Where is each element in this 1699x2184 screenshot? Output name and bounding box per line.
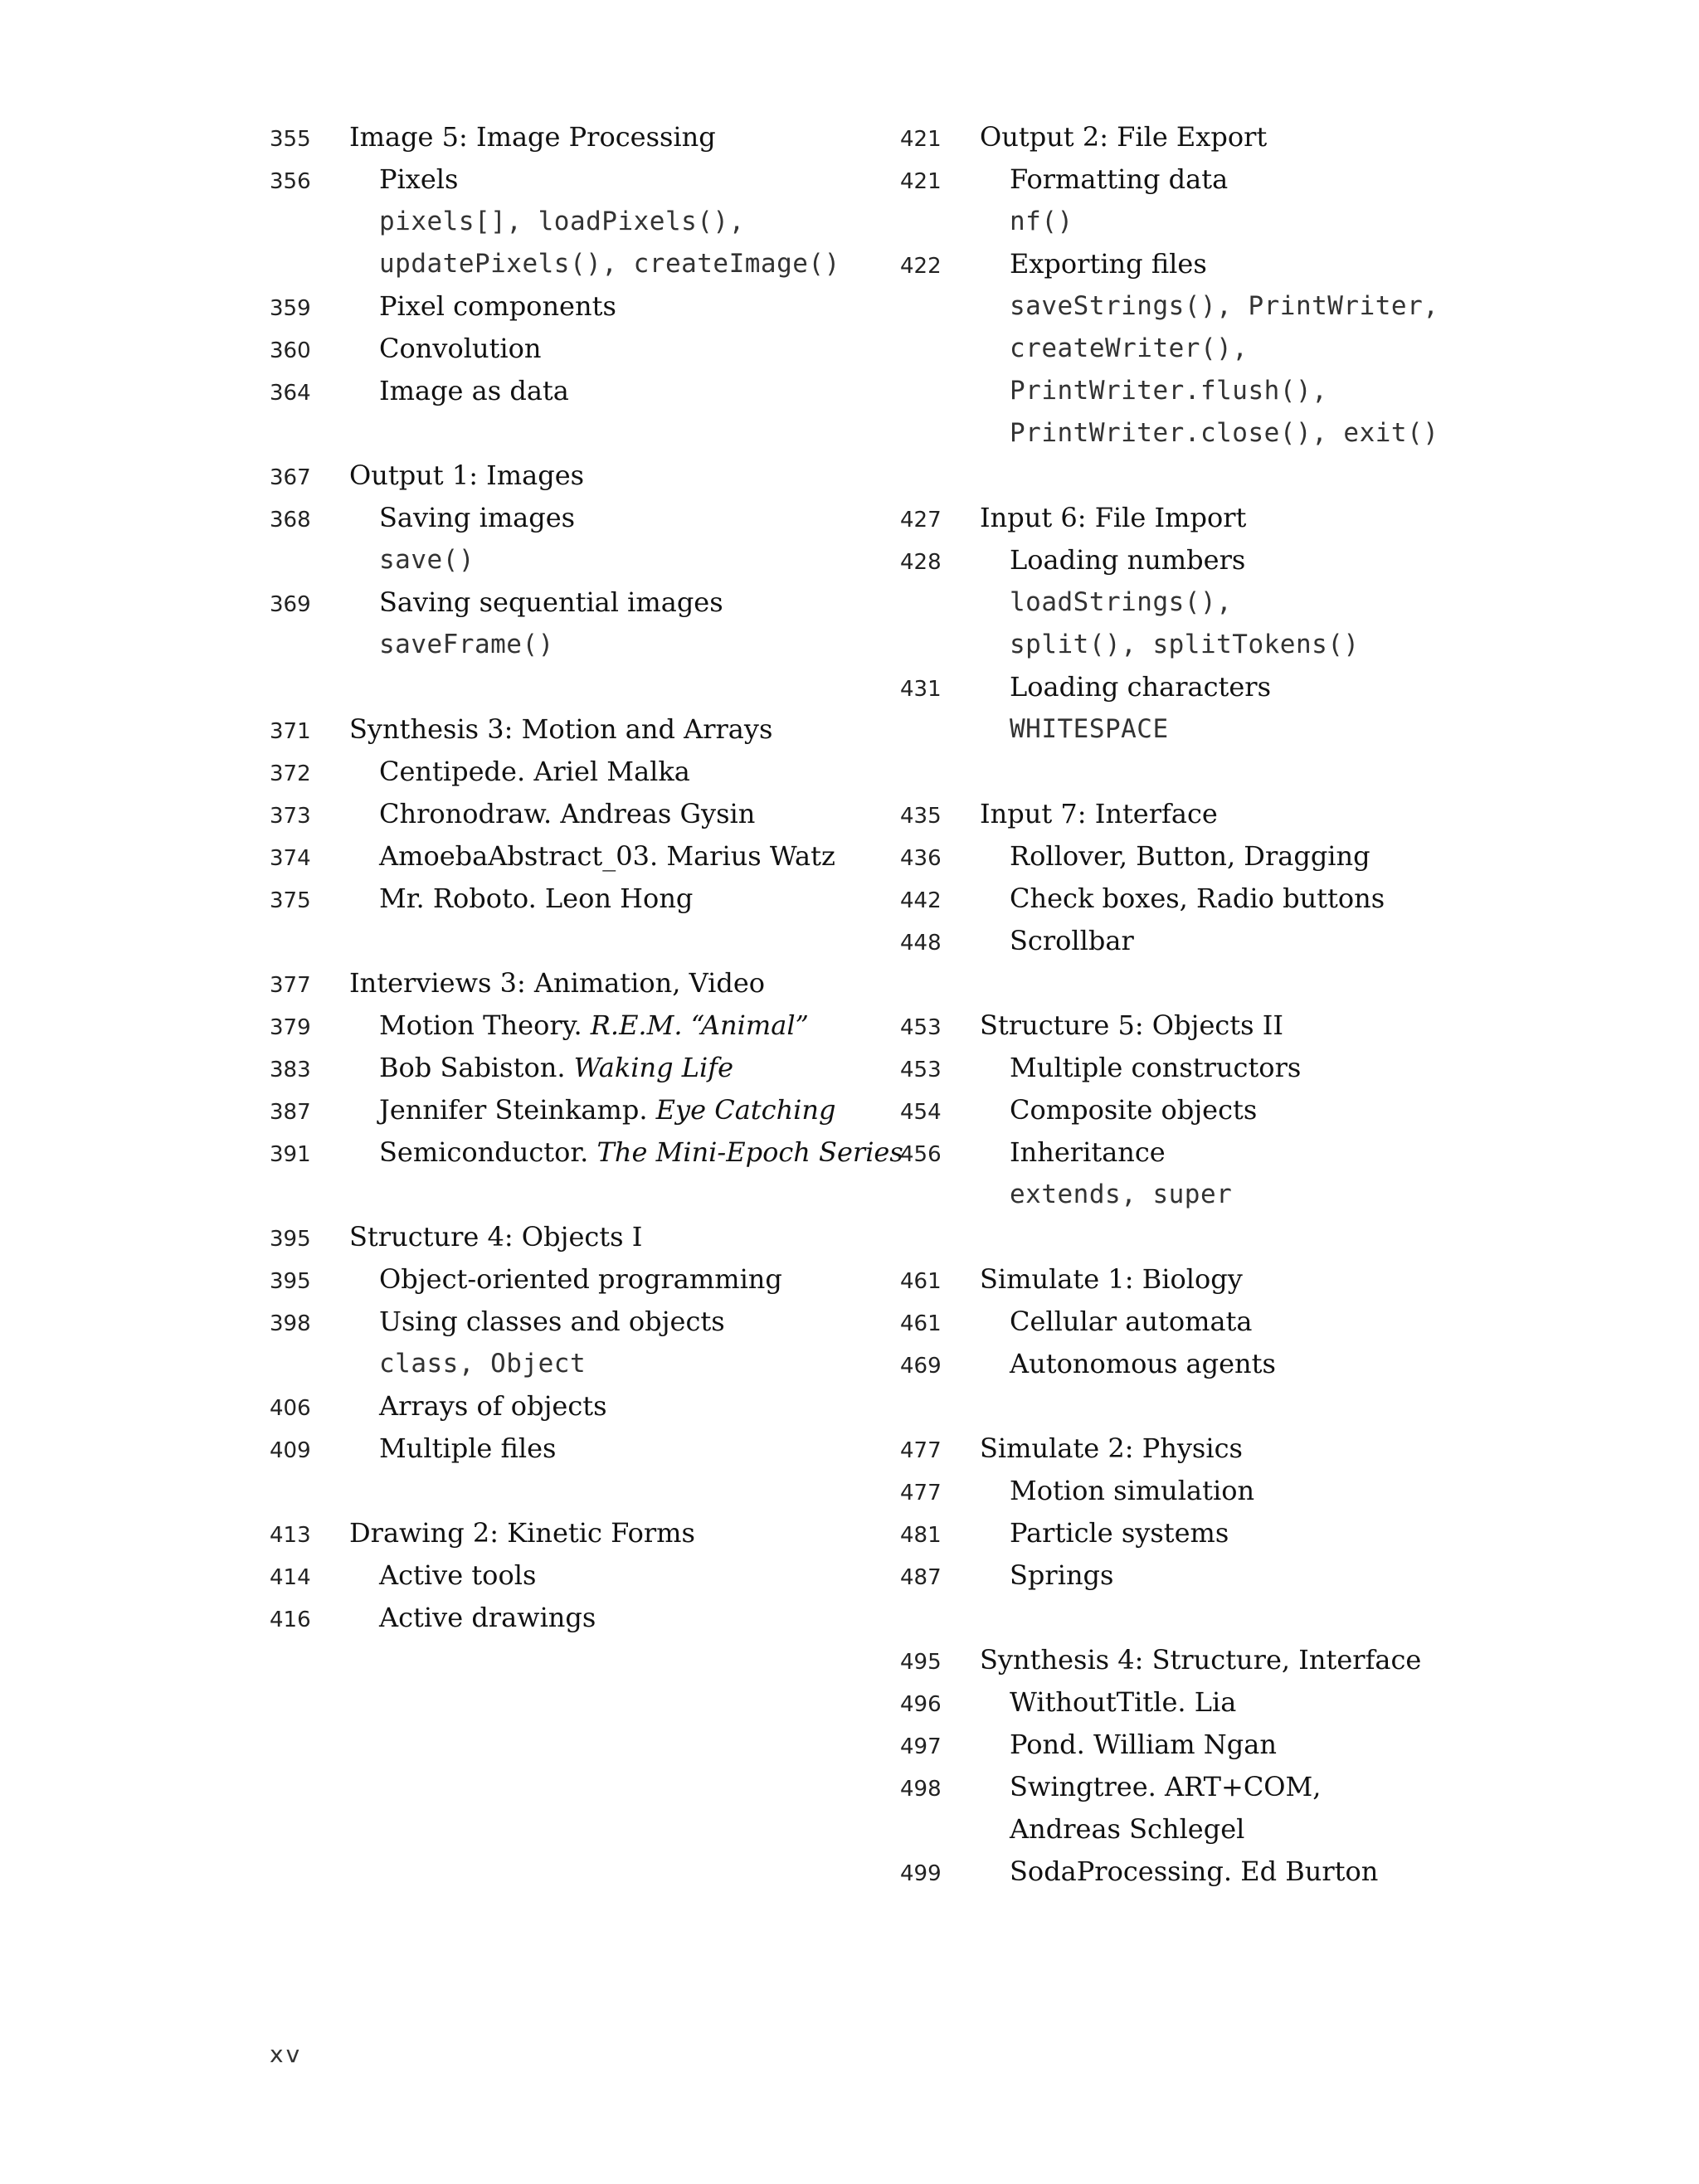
entry-text: Particle systems (1010, 1517, 1229, 1549)
entry-title (980, 1301, 1252, 1343)
page-number: 477 (900, 1438, 942, 1463)
entry-title (980, 878, 1385, 920)
entry-title (349, 1385, 607, 1428)
entry-row (270, 1004, 933, 1047)
entry-text: Saving sequential images (379, 586, 723, 618)
entry-text: Loading characters (1010, 671, 1271, 703)
entry-row (900, 1047, 1564, 1089)
entry-row (270, 1047, 933, 1089)
code-reference: PrintWriter.close(), exit() (1010, 418, 1439, 448)
page-number: 356 (270, 169, 311, 194)
entry-title (349, 835, 835, 878)
entry-title (980, 1089, 1257, 1131)
section-heading-row (900, 793, 1564, 835)
entry-title (349, 1131, 903, 1174)
section-heading: Simulate 1: Biology (980, 1263, 1243, 1295)
entry-title (980, 1470, 1254, 1512)
page-number: 377 (270, 973, 311, 998)
entry-title (980, 1724, 1277, 1766)
entry-title (980, 1681, 1236, 1724)
entry-title (980, 666, 1271, 708)
code-row (900, 624, 1564, 666)
page-number: 497 (900, 1734, 942, 1759)
toc-section (270, 962, 933, 1174)
toc-column-left (270, 116, 933, 1681)
entry-text: Cellular automata (1010, 1306, 1253, 1337)
entry-row (900, 1089, 1564, 1131)
code-reference: class, Object (379, 1349, 587, 1379)
entry-row (900, 243, 1564, 285)
section-heading-row (900, 1428, 1564, 1470)
section-heading: Input 6: File Import (980, 502, 1247, 533)
entry-row (270, 497, 933, 539)
code-row (900, 370, 1564, 412)
toc-section (900, 1258, 1564, 1385)
entry-work-title: R.E.M. “Animal” (590, 1009, 809, 1041)
entry-row (270, 285, 933, 328)
entry-text: Pond. William Ngan (1010, 1729, 1277, 1760)
entry-text: Motion Theory. (379, 1009, 591, 1041)
section-heading-row (900, 1639, 1564, 1681)
page-number: 383 (270, 1058, 311, 1082)
entry-title (980, 920, 1134, 962)
entry-work-title: Waking Life (573, 1052, 733, 1083)
page-number: 395 (270, 1269, 311, 1294)
page-number: 431 (900, 677, 942, 702)
code-reference: pixels[], loadPixels(), (379, 207, 745, 236)
entry-text: AmoebaAbstract_03. Marius Watz (379, 840, 835, 872)
entry-text: Multiple files (379, 1432, 557, 1464)
page-number: 367 (270, 465, 311, 490)
entry-title (980, 1343, 1276, 1385)
page-number: 369 (270, 592, 311, 617)
toc-section (270, 1216, 933, 1470)
entry-text: Mr. Roboto. Leon Hong (379, 883, 694, 914)
entry-row (270, 1385, 933, 1428)
entry-title (349, 878, 693, 920)
entry-row (270, 158, 933, 201)
entry-row (270, 1554, 933, 1597)
entry-title (349, 285, 616, 328)
entry-title (349, 1301, 725, 1343)
entry-text: Inheritance (1010, 1136, 1166, 1168)
entry-row (270, 1131, 933, 1174)
section-heading-row (270, 116, 933, 158)
section-heading: Interviews 3: Animation, Video (349, 967, 766, 999)
entry-text: Check boxes, Radio buttons (1010, 883, 1385, 914)
code-row (900, 708, 1564, 751)
entry-title (349, 1258, 782, 1301)
entry-row (900, 1512, 1564, 1554)
entry-title (980, 1047, 1301, 1089)
entry-row (900, 666, 1564, 708)
entry-text: Image as data (379, 375, 569, 406)
page-number: 454 (900, 1100, 942, 1125)
entry-text: Bob Sabiston. (379, 1052, 574, 1083)
toc-section (900, 116, 1564, 455)
entry-row (900, 1681, 1564, 1724)
entry-text: Centipede. Ariel Malka (379, 756, 690, 787)
entry-row (900, 1470, 1564, 1512)
entry-row (900, 539, 1564, 581)
code-reference: saveFrame() (379, 630, 554, 659)
section-heading-row (900, 1004, 1564, 1047)
code-reference: loadStrings(), (1010, 587, 1233, 617)
entry-title (349, 1554, 536, 1597)
entry-text: Formatting data (1010, 163, 1229, 195)
entry-text: SodaProcessing. Ed Burton (1010, 1856, 1379, 1887)
section-heading: Output 2: File Export (980, 121, 1268, 153)
entry-text: Springs (1010, 1559, 1114, 1591)
page-number: 498 (900, 1777, 942, 1802)
entry-row (900, 1554, 1564, 1597)
page-number: 461 (900, 1269, 942, 1294)
entry-text: Autonomous agents (1010, 1348, 1276, 1379)
page-number: 499 (900, 1861, 942, 1886)
entry-title (349, 1597, 596, 1639)
entry-title (349, 328, 542, 370)
section-heading: Input 7: Interface (980, 798, 1218, 829)
entry-row (900, 1343, 1564, 1385)
page-number: 416 (270, 1608, 311, 1632)
entry-text: Chronodraw. Andreas Gysin (379, 798, 756, 829)
section-heading: Drawing 2: Kinetic Forms (349, 1517, 695, 1549)
section-heading: Structure 5: Objects II (980, 1009, 1284, 1041)
toc-section (900, 793, 1564, 962)
entry-work-title: The Mini-Epoch Series (596, 1136, 903, 1168)
toc-column-right (900, 116, 1564, 1935)
page-number: 427 (900, 508, 942, 533)
entry-row (900, 1724, 1564, 1766)
entry-title (349, 497, 575, 539)
page-number: 371 (270, 719, 311, 744)
entry-text: Scrollbar (1010, 925, 1134, 956)
entry-title (980, 1131, 1166, 1174)
entry-title (349, 1428, 556, 1470)
toc-section (900, 1428, 1564, 1597)
entry-text: Multiple constructors (1010, 1052, 1302, 1083)
entry-row (270, 793, 933, 835)
entry-row (900, 835, 1564, 878)
entry-title (980, 243, 1207, 285)
section-heading: Simulate 2: Physics (980, 1432, 1243, 1464)
page-number: 421 (900, 169, 942, 194)
code-row (900, 285, 1564, 328)
page-number: 398 (270, 1311, 311, 1336)
code-row (270, 539, 933, 581)
page-number: 355 (270, 127, 311, 152)
page-number: 442 (900, 888, 942, 913)
code-reference: extends, super (1010, 1180, 1233, 1209)
section-heading-row (900, 1258, 1564, 1301)
entry-text: Semiconductor. (379, 1136, 597, 1168)
section-heading-row (270, 1216, 933, 1258)
section-heading: Image 5: Image Processing (349, 121, 716, 153)
entry-row (270, 878, 933, 920)
toc-section (900, 1004, 1564, 1216)
section-heading-row (270, 962, 933, 1004)
page-number: 368 (270, 508, 311, 533)
page-number: 422 (900, 254, 942, 279)
toc-section (270, 455, 933, 666)
section-heading: Structure 4: Objects I (349, 1221, 643, 1253)
entry-text: Using classes and objects (379, 1306, 725, 1337)
page-number: 413 (270, 1523, 311, 1548)
entry-title (349, 751, 690, 793)
entry-title (980, 835, 1370, 878)
entry-row (270, 751, 933, 793)
page-number: 409 (270, 1438, 311, 1463)
entry-title (349, 581, 723, 624)
entry-text: Saving images (379, 502, 576, 533)
page-number: 414 (270, 1565, 311, 1590)
page-number: 373 (270, 804, 311, 829)
code-row (900, 412, 1564, 455)
entry-title (349, 1004, 809, 1047)
entry-row (900, 1766, 1564, 1808)
entry-text: Pixel components (379, 290, 616, 322)
page-folio: xv (270, 2041, 303, 2068)
entry-text: Rollover, Button, Dragging (1010, 840, 1370, 872)
entry-row (270, 370, 933, 412)
page-number: 461 (900, 1311, 942, 1336)
page-number: 379 (270, 1015, 311, 1040)
page-number: 456 (900, 1142, 942, 1167)
page-number: 391 (270, 1142, 311, 1167)
toc-section (270, 116, 933, 412)
entry-title (349, 1047, 733, 1089)
page-number: 435 (900, 804, 942, 829)
page-number: 481 (900, 1523, 942, 1548)
page-number: 469 (900, 1354, 942, 1379)
entry-row (270, 581, 933, 624)
entry-text: Exporting files (1010, 248, 1207, 280)
entry-text: Motion simulation (1010, 1475, 1255, 1506)
entry-title (980, 1808, 1244, 1851)
code-row (270, 624, 933, 666)
section-heading-row (270, 455, 933, 497)
entry-text: Loading numbers (1010, 544, 1246, 576)
entry-row (270, 835, 933, 878)
toc-section (270, 1512, 933, 1639)
entry-text: Composite objects (1010, 1094, 1258, 1126)
code-reference: saveStrings(), PrintWriter, (1010, 291, 1439, 321)
entry-title (349, 793, 755, 835)
code-row (900, 1174, 1564, 1216)
code-row (270, 1343, 933, 1385)
entry-title (349, 158, 458, 201)
entry-text: Pixels (379, 163, 459, 195)
page-number: 428 (900, 550, 942, 575)
entry-title (980, 1512, 1229, 1554)
code-reference: split(), splitTokens() (1010, 630, 1360, 659)
code-reference: save() (379, 545, 475, 575)
page-number: 436 (900, 846, 942, 871)
page-number: 374 (270, 846, 311, 871)
entry-text: Convolution (379, 333, 542, 364)
entry-row (270, 1089, 933, 1131)
page-number: 364 (270, 381, 311, 406)
page-number: 496 (900, 1692, 942, 1717)
code-reference: nf() (1010, 207, 1073, 236)
page-number: 387 (270, 1100, 311, 1125)
entry-title (349, 1089, 836, 1131)
entry-title (980, 158, 1228, 201)
toc-section (900, 497, 1564, 751)
entry-text: Object-oriented programming (379, 1263, 782, 1295)
entry-row (900, 158, 1564, 201)
entry-work-title: Eye Catching (655, 1094, 836, 1126)
entry-text: WithoutTitle. Lia (1010, 1686, 1237, 1718)
page-number: 453 (900, 1015, 942, 1040)
entry-row (270, 1301, 933, 1343)
entry-title (349, 370, 569, 412)
entry-row (270, 1597, 933, 1639)
entry-row (270, 1258, 933, 1301)
entry-text: Active tools (379, 1559, 537, 1591)
toc-section (900, 1639, 1564, 1893)
entry-row (900, 1851, 1564, 1893)
entry-text: Jennifer Steinkamp. (379, 1094, 656, 1126)
section-heading: Synthesis 4: Structure, Interface (980, 1644, 1422, 1676)
entry-title (980, 539, 1245, 581)
page-number: 395 (270, 1227, 311, 1252)
page-number: 495 (900, 1650, 942, 1675)
page-number: 360 (270, 338, 311, 363)
code-row (900, 581, 1564, 624)
code-row (900, 201, 1564, 243)
page-number: 448 (900, 931, 942, 956)
page-number: 372 (270, 761, 311, 786)
page-number: 406 (270, 1396, 311, 1421)
entry-title (980, 1554, 1113, 1597)
page-number: 477 (900, 1481, 942, 1505)
code-row (270, 243, 933, 285)
code-reference: updatePixels(), createImage() (379, 249, 840, 279)
page-number: 487 (900, 1565, 942, 1590)
entry-row (270, 1428, 933, 1470)
section-heading-row (900, 497, 1564, 539)
entry-row (900, 1808, 1564, 1851)
page-number: 375 (270, 888, 311, 913)
section-heading: Synthesis 3: Motion and Arrays (349, 713, 773, 745)
section-heading-row (270, 708, 933, 751)
section-heading-row (900, 116, 1564, 158)
section-heading-row (270, 1512, 933, 1554)
section-heading: Output 1: Images (349, 460, 585, 491)
entry-title (980, 1766, 1321, 1808)
entry-text: Arrays of objects (379, 1390, 607, 1422)
code-reference: PrintWriter.flush(), (1010, 376, 1328, 406)
code-reference: WHITESPACE (1010, 714, 1169, 744)
toc-section (270, 708, 933, 920)
page-number: 359 (270, 296, 311, 321)
entry-row (900, 878, 1564, 920)
code-reference: createWriter(), (1010, 333, 1249, 363)
page-number: 453 (900, 1058, 942, 1082)
entry-row (900, 1301, 1564, 1343)
entry-row (270, 328, 933, 370)
entry-row (900, 920, 1564, 962)
entry-row (900, 1131, 1564, 1174)
code-row (270, 201, 933, 243)
entry-text: Swingtree. ART+COM, (1010, 1771, 1322, 1802)
entry-text: Andreas Schlegel (1010, 1813, 1245, 1845)
entry-text: Active drawings (379, 1602, 596, 1633)
page-number: 421 (900, 127, 942, 152)
entry-title (980, 1851, 1378, 1893)
code-row (900, 328, 1564, 370)
